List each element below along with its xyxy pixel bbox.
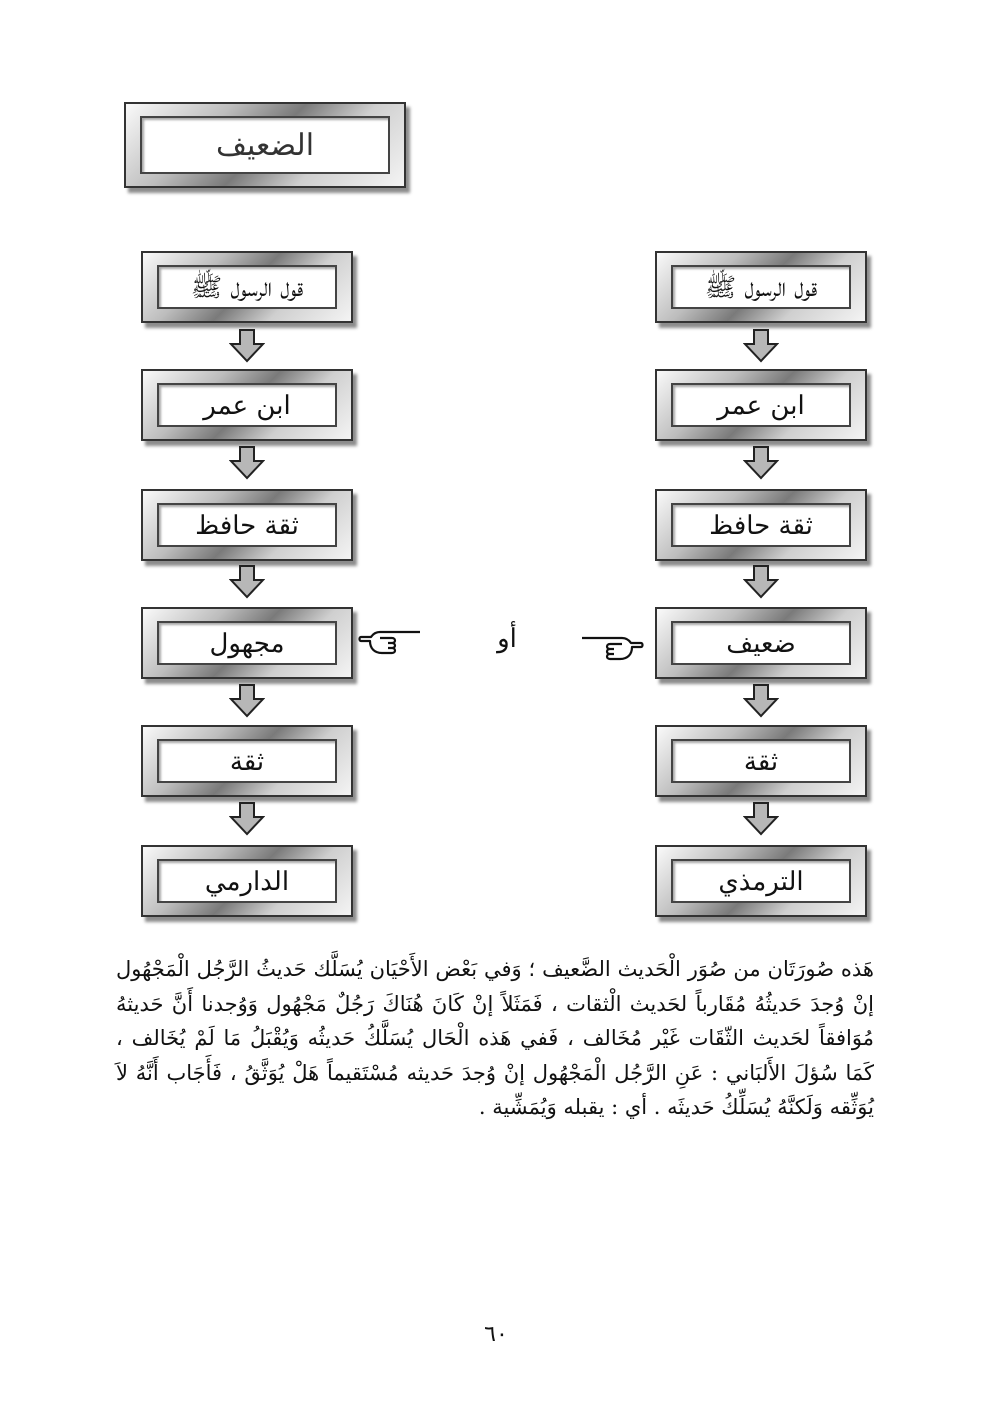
right-chain-label: ثقة [743, 747, 779, 777]
arrow-down-icon [229, 329, 265, 363]
body-paragraph: هَذه صُورَتَان من صُوَر الْحَديث الضَّعيف ؛ وَفي بَعْض الأَحْيَان يُسَلَّك حَديثُ الرَّجُل الْمَجْهُول إنْ وُجدَ حَديثُهُ مُقَارباً لحَديث الْثقات ، فَمَثَلاً إنْ كَانَ هُنَاكَ رَجُلٌ مَجْهُول وَوُجدنا أَنَّ حَديثهُ مُوَافقاً لحَديث الثّقَات غَيْر مُخَالف ، فَفي هَذه الْحَال يُسَلَّكُ حَديثُه وَيُقْبَلُ مَا لَمْ يُخَالف ، كَمَا سُؤلَ الأَلبَاني : عَنِ الرَّجُل الْمَجْهُول إنْ وُجدَ حَديثه مُسْتَقيماً هَلْ يُوَثَّقُ ، فَأَجَاب أَنَّهُ لاَ يُوَثِّقه وَلَكنَّهُ يُسَلِّكُ حَديثَه . أي : يقبله وَيُمَشِّية . [116, 957, 874, 1119]
left-chain-box-1 [141, 251, 353, 323]
left-chain-box-3 [141, 489, 353, 561]
left-chain-box-5 [141, 725, 353, 797]
right-chain-box-6 [655, 845, 867, 917]
left-chain-label: ثقة حافظ [195, 511, 299, 541]
left-chain-box-6 [141, 845, 353, 917]
left-chain-label: قول الرسول ﷺ [190, 273, 304, 303]
arrow-down-icon [229, 684, 265, 718]
pointing-hand-icon [358, 626, 422, 656]
page-number: ٦٠ [484, 1322, 508, 1347]
left-chain-label: ثقة [229, 747, 265, 777]
right-chain-box-4 [655, 607, 867, 679]
left-chain-label: مجهول [209, 629, 285, 659]
right-chain-label: ثقة حافظ [709, 511, 813, 541]
right-chain-label: ضعيف [726, 629, 796, 659]
left-chain-box-2 [141, 369, 353, 441]
left-chain-box-4 [141, 607, 353, 679]
right-chain-box-2 [655, 369, 867, 441]
arrow-down-icon [743, 329, 779, 363]
page-title-box [124, 102, 406, 188]
or-connector: أو [497, 624, 517, 654]
pointing-hand-icon [580, 632, 644, 662]
right-chain-box-3 [655, 489, 867, 561]
arrow-down-icon [743, 446, 779, 480]
arrow-down-icon [229, 565, 265, 599]
left-chain-label: ابن عمر [203, 391, 291, 421]
left-chain-label: الدارمي [204, 867, 290, 897]
arrow-down-icon [229, 802, 265, 836]
arrow-down-icon [229, 446, 265, 480]
right-chain-label: ابن عمر [717, 391, 805, 421]
arrow-down-icon [743, 802, 779, 836]
right-chain-label: قول الرسول ﷺ [704, 273, 818, 303]
right-chain-box-5 [655, 725, 867, 797]
arrow-down-icon [743, 684, 779, 718]
right-chain-box-1 [655, 251, 867, 323]
page-title: الضعيف [215, 128, 315, 163]
arrow-down-icon [743, 565, 779, 599]
right-chain-label: الترمذي [718, 867, 804, 897]
